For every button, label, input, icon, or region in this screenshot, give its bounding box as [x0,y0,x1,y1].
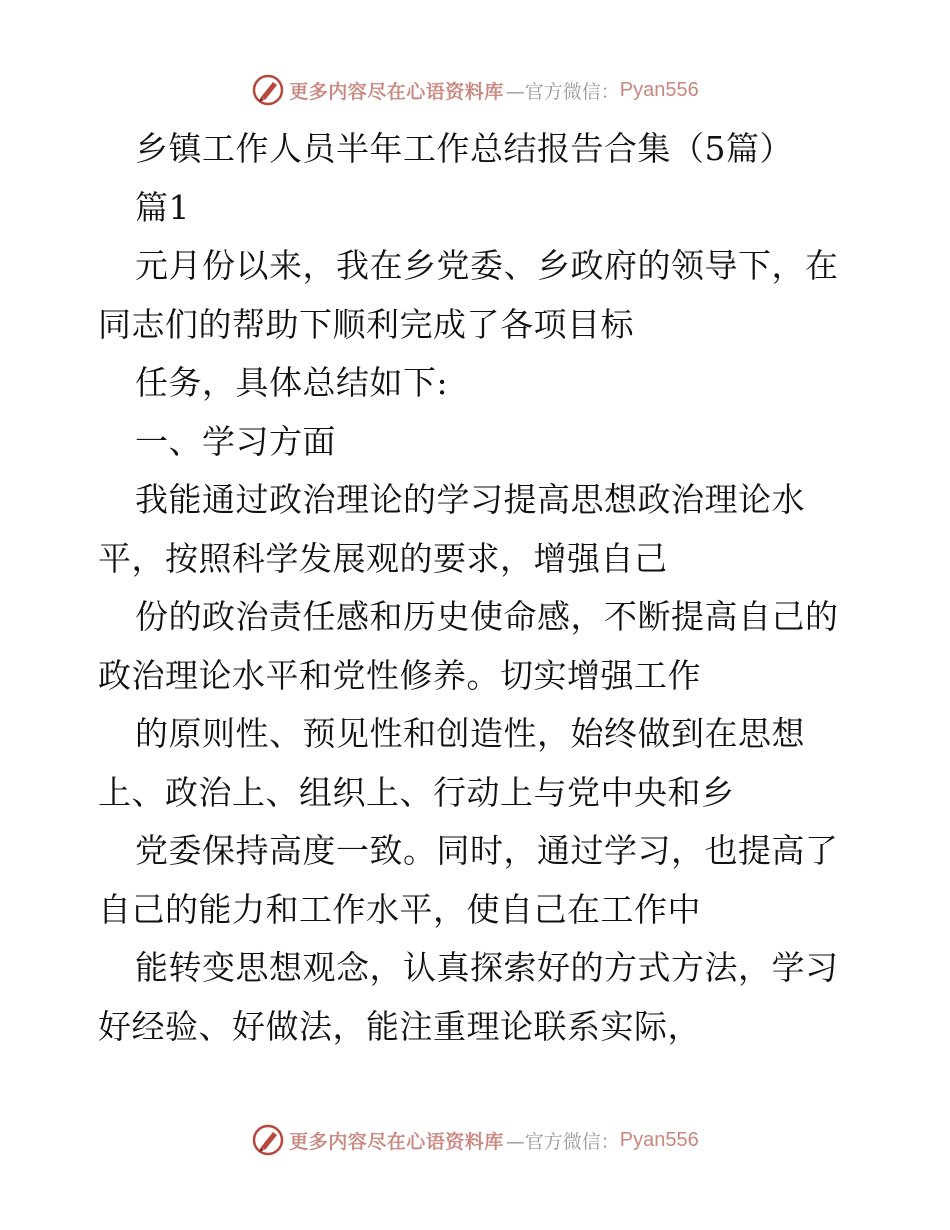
document-line: 份的政治责任感和历史使命感，不断提高自己的 [135,597,839,636]
document-line: 任务，具体总结如下: [135,363,449,402]
document-line: 元月份以来，我在乡党委、乡政府的领导下，在 [135,246,839,285]
watermark-separator-text: —官方微信： [505,1130,620,1153]
watermark-main-text: 更多内容尽在心语资料库 [289,80,504,103]
document-line: 篇1 [135,187,190,227]
header-watermark [0,70,950,110]
document-line: 同志们的帮助下顺利完成了各项目标 [98,304,634,344]
pen-logo-icon [251,73,285,107]
document-line: 党委保持高度一致。同时，通过学习，也提高了 [135,831,839,870]
document-line: 好经验、好做法，能注重理论联系实际， [98,1006,701,1046]
watermark-separator-text: —官方微信： [505,80,620,103]
document-line: 能转变思想观念，认真探索好的方式方法，学习 [135,948,839,987]
watermark-id-text: Pyan556 [619,78,699,101]
document-line: 我能通过政治理论的学习提高思想政治理论水 [135,480,805,519]
document-line: 乡镇工作人员半年工作总结报告合集（5篇） [135,129,793,168]
document-line: 自己的能力和工作水平，使自己在工作中 [98,889,701,929]
watermark-id-text: Pyan556 [619,1128,699,1151]
document-line: 一、学习方面 [135,421,336,461]
document-line: 上、政治上、组织上、行动上与党中央和乡 [98,772,735,812]
document-line: 的原则性、预见性和创造性，始终做到在思想 [135,714,805,753]
watermark-main-text: 更多内容尽在心语资料库 [289,1130,504,1153]
document-line: 政治理论水平和党性修养。切实增强工作 [98,655,701,695]
document-body [98,120,858,1056]
document-line: 平，按照科学发展观的要求，增强自己 [98,538,668,578]
footer-watermark [0,1120,950,1160]
pen-logo-icon [251,1123,285,1157]
